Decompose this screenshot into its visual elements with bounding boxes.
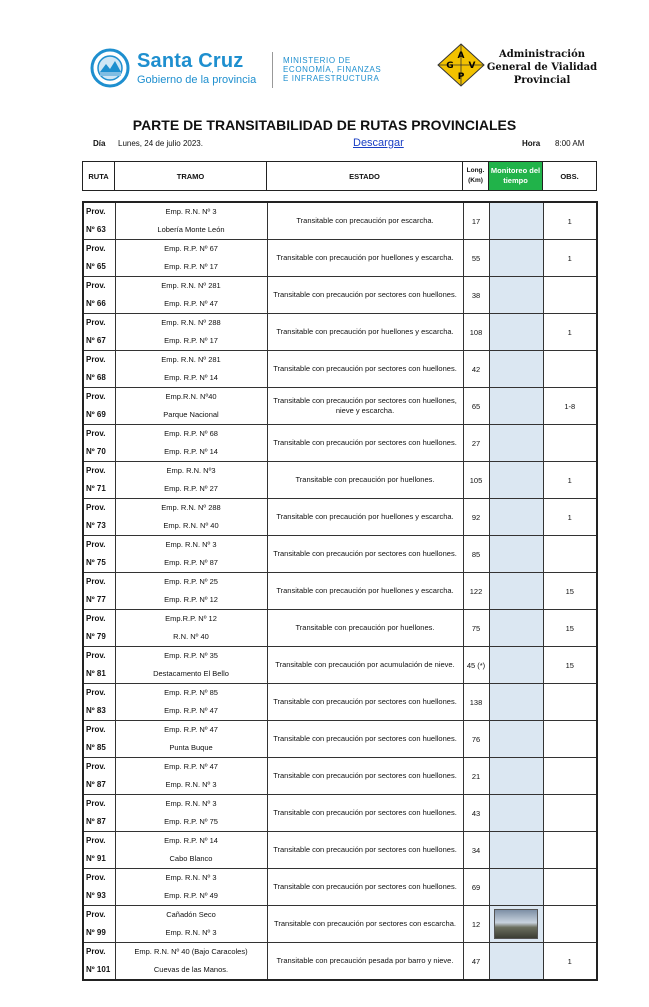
segment-start: Cañadón Seco	[166, 910, 216, 919]
weather-monitor-cell	[489, 832, 543, 869]
time-value: 8:00 AM	[555, 139, 585, 148]
status-cell: Transitable con precaución por sectores con huellones.	[267, 536, 463, 573]
table-row	[83, 684, 597, 721]
route-number: Nº 70	[86, 447, 106, 456]
table-row	[83, 388, 597, 425]
header-estado: ESTADO	[267, 162, 463, 191]
obs-cell: 1-8	[543, 388, 597, 425]
obs-cell	[543, 277, 597, 314]
table-row	[83, 499, 597, 536]
route-prov: Prov.	[86, 466, 106, 475]
route-cell	[83, 721, 115, 758]
segment-end: Emp. R.P. Nº 47	[164, 299, 218, 308]
status-cell: Transitable con precaución por huellones y escarcha.	[267, 314, 463, 351]
route-cell	[83, 536, 115, 573]
weather-monitor-cell	[489, 240, 543, 277]
segment-end: Emp. R.N. Nº 3	[165, 928, 217, 937]
route-cell	[83, 832, 115, 869]
status-cell: Transitable con precaución por huellones.	[267, 610, 463, 647]
segment-start: Emp. R.N. Nº 3	[165, 799, 217, 808]
segment-end: Parque Nacional	[163, 410, 219, 419]
segment-start: Emp. R.P. Nº 47	[164, 762, 218, 771]
ministry-label	[283, 56, 381, 83]
route-cell	[83, 943, 115, 981]
brand-subtitle: Gobierno de la provincia	[137, 74, 257, 86]
segment-start: Emp. R.P. Nº 14	[164, 836, 218, 845]
segment-cell	[115, 240, 267, 277]
route-number: Nº 68	[86, 373, 106, 382]
segment-cell	[115, 314, 267, 351]
table-row	[83, 647, 597, 684]
route-cell	[83, 388, 115, 425]
segment-cell	[115, 721, 267, 758]
routes-table-body	[83, 202, 597, 980]
header-monitoreo-line: Monitoreo del	[490, 166, 541, 175]
obs-cell	[543, 795, 597, 832]
table-row	[83, 610, 597, 647]
segment-start: Emp.R.N. Nº40	[165, 392, 217, 401]
route-number: Nº 63	[86, 225, 106, 234]
segment-cell	[115, 647, 267, 684]
segment-start: Emp. R.P. Nº 47	[164, 725, 218, 734]
route-prov: Prov.	[86, 910, 106, 919]
segment-end: Emp. R.N. Nº 3	[165, 780, 217, 789]
segment-start: Emp. R.P. Nº 67	[164, 244, 218, 253]
length-cell: 55	[463, 240, 489, 277]
status-cell: Transitable con precaución por sectores con huellones.	[267, 721, 463, 758]
segment-cell	[115, 906, 267, 943]
header-monitoreo	[489, 162, 543, 191]
segment-start: Emp. R.N. Nº 288	[161, 503, 221, 512]
route-prov: Prov.	[86, 429, 106, 438]
status-cell: Transitable con precaución por sectores con huellones.	[267, 795, 463, 832]
route-prov: Prov.	[86, 725, 106, 734]
weather-monitor-cell	[489, 758, 543, 795]
length-cell: 105	[463, 462, 489, 499]
table-row	[83, 832, 597, 869]
segment-cell	[115, 795, 267, 832]
date-label: Día	[93, 139, 106, 148]
agency-line: Provincial	[513, 75, 571, 86]
segment-cell	[115, 832, 267, 869]
agency-line: Administración	[498, 49, 586, 60]
obs-cell: 15	[543, 647, 597, 684]
header-long-line: (Km)	[468, 177, 483, 184]
download-link[interactable]: Descargar	[353, 137, 404, 149]
weather-monitor-cell	[489, 314, 543, 351]
length-cell: 17	[463, 202, 489, 240]
table-row	[83, 795, 597, 832]
route-cell	[83, 906, 115, 943]
weather-monitor-cell	[489, 869, 543, 906]
status-cell: Transitable con precaución por acumulación de nieve.	[267, 647, 463, 684]
route-number: Nº 101	[86, 965, 111, 974]
page-header	[0, 40, 649, 100]
table-row	[83, 943, 597, 981]
segment-start: Emp. R.P. Nº 85	[164, 688, 218, 697]
route-prov: Prov.	[86, 540, 106, 549]
status-cell: Transitable con precaución por sectores con huellones, nieve y escarcha.	[267, 388, 463, 425]
segment-cell	[115, 202, 267, 240]
route-cell	[83, 240, 115, 277]
route-number: Nº 83	[86, 706, 106, 715]
route-number: Nº 75	[86, 558, 106, 567]
length-cell: 27	[463, 425, 489, 462]
header-divider	[272, 52, 273, 88]
segment-start: Emp. R.N. Nº 281	[161, 355, 221, 364]
weather-monitor-cell	[489, 647, 543, 684]
route-number: Nº 81	[86, 669, 106, 678]
route-cell	[83, 610, 115, 647]
date-value: Lunes, 24 de julio 2023.	[118, 139, 203, 148]
agency-line: General de Vialidad	[486, 62, 598, 73]
segment-start: Emp.R.P. Nº 12	[165, 614, 217, 623]
length-cell: 75	[463, 610, 489, 647]
obs-cell: 1	[543, 202, 597, 240]
route-prov: Prov.	[86, 799, 106, 808]
route-prov: Prov.	[86, 836, 106, 845]
length-cell: 47	[463, 943, 489, 981]
weather-monitor-cell	[489, 610, 543, 647]
status-cell: Transitable con precaución por sectores con huellones.	[267, 351, 463, 388]
segment-end: Punta Buque	[169, 743, 213, 752]
table-row	[83, 240, 597, 277]
header-long-line: Long.	[466, 167, 485, 174]
obs-cell: 1	[543, 499, 597, 536]
obs-cell	[543, 832, 597, 869]
length-cell: 42	[463, 351, 489, 388]
route-prov: Prov.	[86, 281, 106, 290]
header-monitoreo-line: tiempo	[503, 176, 528, 185]
weather-monitor-cell	[489, 425, 543, 462]
segment-cell	[115, 610, 267, 647]
status-cell: Transitable con precaución por sectores con huellones.	[267, 425, 463, 462]
table-row	[83, 351, 597, 388]
route-prov: Prov.	[86, 392, 106, 401]
santa-cruz-seal-icon	[90, 48, 130, 88]
route-cell	[83, 202, 115, 240]
segment-cell	[115, 536, 267, 573]
table-row	[83, 425, 597, 462]
segment-end: R.N. Nº 40	[173, 632, 209, 641]
page-title: PARTE DE TRANSITABILIDAD DE RUTAS PROVINCIALES	[132, 117, 517, 133]
route-cell	[83, 277, 115, 314]
obs-cell	[543, 906, 597, 943]
route-number: Nº 69	[86, 410, 106, 419]
weather-monitor-cell	[489, 351, 543, 388]
segment-end: Emp. R.P. Nº 14	[164, 447, 218, 456]
route-prov: Prov.	[86, 762, 106, 771]
route-cell	[83, 684, 115, 721]
segment-start: Emp. R.N. Nº 3	[165, 207, 217, 216]
weather-monitor-cell	[489, 202, 543, 240]
route-cell	[83, 647, 115, 684]
segment-cell	[115, 351, 267, 388]
route-cell	[83, 462, 115, 499]
status-cell: Transitable con precaución por sectores con huellones.	[267, 832, 463, 869]
obs-cell	[543, 758, 597, 795]
avp-letter-p: P	[457, 72, 465, 82]
segment-start: Emp. R.N. Nº 40 (Bajo Caracoles)	[134, 947, 248, 956]
header-long	[463, 162, 489, 191]
obs-cell	[543, 425, 597, 462]
segment-end: Cuevas de las Manos.	[153, 965, 229, 974]
length-cell: 92	[463, 499, 489, 536]
status-cell: Transitable con precaución por escarcha.	[267, 202, 463, 240]
weather-monitor-cell	[489, 499, 543, 536]
table-row	[83, 869, 597, 906]
length-cell: 34	[463, 832, 489, 869]
segment-start: Emp. R.P. Nº 25	[164, 577, 218, 586]
route-prov: Prov.	[86, 614, 106, 623]
weather-monitor-cell	[489, 684, 543, 721]
route-prov: Prov.	[86, 355, 106, 364]
status-cell: Transitable con precaución por huellones.	[267, 462, 463, 499]
weather-monitor-cell	[489, 277, 543, 314]
segment-end: Emp. R.P. Nº 87	[164, 558, 218, 567]
length-cell: 108	[463, 314, 489, 351]
segment-start: Emp. R.N. Nº 3	[165, 873, 217, 882]
segment-start: Emp. R.N. Nº 288	[161, 318, 221, 327]
table-row	[83, 573, 597, 610]
route-prov: Prov.	[86, 873, 106, 882]
obs-cell: 1	[543, 943, 597, 981]
status-cell: Transitable con precaución por huellones y escarcha.	[267, 240, 463, 277]
route-prov: Prov.	[86, 244, 106, 253]
segment-cell	[115, 425, 267, 462]
route-number: Nº 79	[86, 632, 106, 641]
table-row	[83, 277, 597, 314]
status-cell: Transitable con precaución por huellones y escarcha.	[267, 499, 463, 536]
segment-start: Emp. R.P. Nº 68	[164, 429, 218, 438]
header-ruta: RUTA	[83, 162, 115, 191]
segment-cell	[115, 499, 267, 536]
length-cell: 45 (*)	[463, 647, 489, 684]
avp-letter-v: V	[468, 61, 476, 71]
table-row	[83, 721, 597, 758]
status-cell: Transitable con precaución por sectores con huellones.	[267, 758, 463, 795]
table-row	[83, 462, 597, 499]
time-label: Hora	[522, 139, 541, 148]
route-prov: Prov.	[86, 503, 106, 512]
segment-cell	[115, 684, 267, 721]
table-row	[83, 906, 597, 943]
route-number: Nº 91	[86, 854, 106, 863]
segment-end: Emp. R.P. Nº 49	[164, 891, 218, 900]
route-number: Nº 66	[86, 299, 106, 308]
length-cell: 38	[463, 277, 489, 314]
route-number: Nº 73	[86, 521, 106, 530]
table-row	[83, 536, 597, 573]
length-cell: 21	[463, 758, 489, 795]
obs-cell	[543, 351, 597, 388]
brand-title: Santa Cruz	[137, 50, 244, 72]
segment-end: Emp. R.N. Nº 40	[163, 521, 219, 530]
ministry-line: ECONOMÍA, FINANZAS	[283, 65, 382, 74]
obs-cell	[543, 721, 597, 758]
segment-end: Lobería Monte León	[157, 225, 225, 234]
route-cell	[83, 573, 115, 610]
segment-cell	[115, 758, 267, 795]
status-cell: Transitable con precaución pesada por barro y nieve.	[267, 943, 463, 981]
route-cell	[83, 758, 115, 795]
route-prov: Prov.	[86, 947, 106, 956]
route-number: Nº 99	[86, 928, 106, 937]
length-cell: 138	[463, 684, 489, 721]
segment-end: Emp. R.P. Nº 47	[164, 706, 218, 715]
length-cell: 122	[463, 573, 489, 610]
obs-cell: 15	[543, 573, 597, 610]
route-cell	[83, 869, 115, 906]
weather-monitor-cell[interactable]	[489, 906, 543, 943]
avp-letter-g: G	[446, 61, 454, 71]
segment-start: Emp. R.N. Nº3	[166, 466, 216, 475]
routes-table	[82, 201, 598, 981]
weather-monitor-cell	[489, 721, 543, 758]
route-number: Nº 85	[86, 743, 106, 752]
obs-cell: 1	[543, 240, 597, 277]
table-header	[82, 161, 597, 191]
obs-cell: 1	[543, 462, 597, 499]
route-cell	[83, 425, 115, 462]
segment-end: Emp. R.P. Nº 14	[164, 373, 218, 382]
segment-cell	[115, 462, 267, 499]
weather-monitor-cell	[489, 462, 543, 499]
route-cell	[83, 351, 115, 388]
segment-cell	[115, 277, 267, 314]
ministry-line: E INFRAESTRUCTURA	[283, 74, 380, 83]
avp-letter-a: A	[457, 51, 465, 61]
status-cell: Transitable con precaución por sectores con huellones.	[267, 684, 463, 721]
table-row	[83, 202, 597, 240]
weather-monitor-cell	[489, 943, 543, 981]
route-number: Nº 65	[86, 262, 106, 271]
table-row	[83, 758, 597, 795]
length-cell: 65	[463, 388, 489, 425]
segment-start: Emp. R.N. Nº 281	[161, 281, 221, 290]
route-prov: Prov.	[86, 577, 106, 586]
status-cell: Transitable con precaución por sectores con huellones.	[267, 869, 463, 906]
route-number: Nº 71	[86, 484, 106, 493]
header-obs: OBS.	[543, 162, 597, 191]
route-number: Nº 93	[86, 891, 106, 900]
weather-monitor-cell	[489, 388, 543, 425]
length-cell: 69	[463, 869, 489, 906]
segment-end: Emp. R.P. Nº 27	[164, 484, 218, 493]
segment-end: Cabo Blanco	[169, 854, 213, 863]
route-prov: Prov.	[86, 318, 106, 327]
status-cell: Transitable con precaución por sectores con escarcha.	[267, 906, 463, 943]
route-cell	[83, 795, 115, 832]
segment-end: Destacamento El Bello	[153, 669, 229, 678]
weather-monitor-cell	[489, 573, 543, 610]
agency-name	[486, 48, 598, 87]
header-tramo: TRAMO	[115, 162, 267, 191]
status-cell: Transitable con precaución por sectores con huellones.	[267, 277, 463, 314]
segment-cell	[115, 388, 267, 425]
obs-cell: 15	[543, 610, 597, 647]
segment-end: Emp. R.P. Nº 17	[164, 336, 218, 345]
segment-cell	[115, 869, 267, 906]
segment-start: Emp. R.N. Nº 3	[165, 540, 217, 549]
webcam-thumbnail-icon[interactable]	[494, 909, 538, 939]
segment-cell	[115, 943, 267, 981]
length-cell: 76	[463, 721, 489, 758]
length-cell: 12	[463, 906, 489, 943]
route-number: Nº 87	[86, 780, 106, 789]
length-cell: 43	[463, 795, 489, 832]
weather-monitor-cell	[489, 536, 543, 573]
route-number: Nº 87	[86, 817, 106, 826]
segment-end: Emp. R.P. Nº 12	[164, 595, 218, 604]
route-number: Nº 77	[86, 595, 106, 604]
route-number: Nº 67	[86, 336, 106, 345]
route-prov: Prov.	[86, 651, 106, 660]
segment-start: Emp. R.P. Nº 35	[164, 651, 218, 660]
agvp-logo-icon	[436, 42, 486, 88]
segment-end: Emp. R.P. Nº 75	[164, 817, 218, 826]
route-cell	[83, 499, 115, 536]
obs-cell	[543, 869, 597, 906]
obs-cell	[543, 684, 597, 721]
obs-cell	[543, 536, 597, 573]
length-cell: 85	[463, 536, 489, 573]
ministry-line: MINISTERIO DE	[283, 56, 351, 65]
table-row	[83, 314, 597, 351]
segment-cell	[115, 573, 267, 610]
weather-monitor-cell	[489, 795, 543, 832]
status-cell: Transitable con precaución por huellones y escarcha.	[267, 573, 463, 610]
route-prov: Prov.	[86, 207, 106, 216]
route-cell	[83, 314, 115, 351]
route-prov: Prov.	[86, 688, 106, 697]
obs-cell: 1	[543, 314, 597, 351]
segment-end: Emp. R.P. Nº 17	[164, 262, 218, 271]
